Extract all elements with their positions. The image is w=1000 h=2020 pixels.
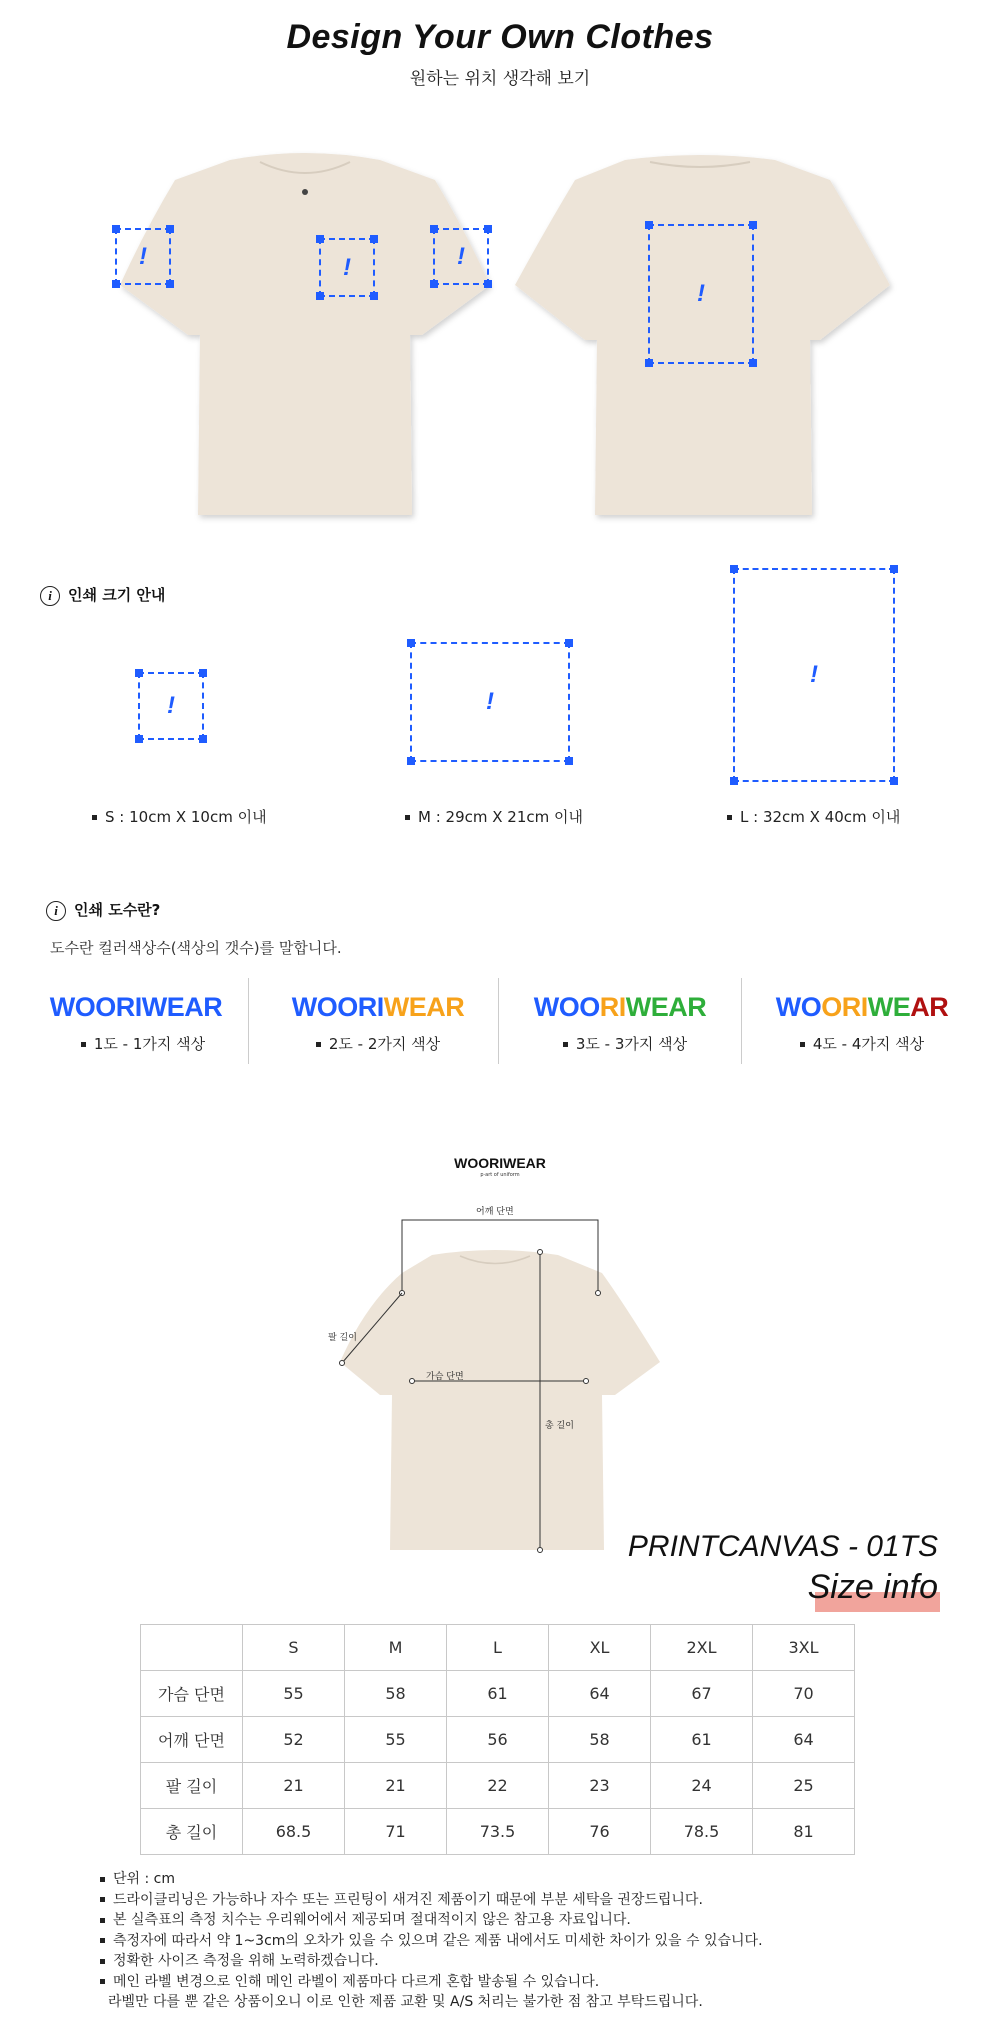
size-table bbox=[140, 1624, 855, 1855]
print-marker-icon: ! bbox=[697, 280, 705, 307]
print-color-4-label: 4도 - 4가지 색상 bbox=[797, 1033, 927, 1054]
print-marker-icon: ! bbox=[486, 688, 494, 715]
table-cell: 64 bbox=[753, 1717, 855, 1763]
product-name: PRINTCANVAS - 01TS bbox=[627, 1530, 938, 1563]
logo-4-color bbox=[762, 992, 962, 1023]
logo-2-color bbox=[278, 992, 478, 1023]
note-item bbox=[100, 1869, 980, 1890]
print-color-1-label: 1도 - 1가지 색상 bbox=[78, 1033, 208, 1054]
logo-segment: ORI bbox=[821, 992, 868, 1022]
table-header-cell: L bbox=[447, 1625, 549, 1671]
table-cell: 61 bbox=[447, 1671, 549, 1717]
logo-segment: WOORI bbox=[291, 992, 384, 1022]
label-sleeve: 팔 길이 bbox=[328, 1333, 357, 1343]
note-item bbox=[100, 1890, 980, 1911]
table-header-cell bbox=[141, 1625, 243, 1671]
size-info-title: Size info bbox=[807, 1568, 938, 1606]
logo-segment: WOORIWEAR bbox=[49, 992, 223, 1022]
bullet-icon bbox=[100, 1897, 105, 1902]
print-color-3-label: 3도 - 3가지 색상 bbox=[560, 1033, 690, 1054]
table-cell: 58 bbox=[549, 1717, 651, 1763]
table-cell: 21 bbox=[243, 1763, 345, 1809]
table-cell: 52 bbox=[243, 1717, 345, 1763]
note-item bbox=[100, 1931, 980, 1952]
table-cell: 25 bbox=[753, 1763, 855, 1809]
note-item bbox=[100, 1972, 980, 1993]
divider bbox=[248, 978, 249, 1064]
table-row-label: 가슴 단면 bbox=[141, 1671, 243, 1717]
print-area-right-sleeve[interactable] bbox=[433, 228, 489, 285]
note-text: 본 실측표의 측정 치수는 우리웨어에서 제공되며 절대적이지 않은 참고용 자료입니다. bbox=[113, 1912, 631, 1928]
logo-3-color bbox=[520, 992, 720, 1023]
print-marker-icon: ! bbox=[139, 242, 147, 270]
table-row-label: 어깨 단면 bbox=[141, 1717, 243, 1763]
table-header-cell: XL bbox=[549, 1625, 651, 1671]
page-title: Design Your Own Clothes bbox=[286, 18, 714, 56]
print-area-back[interactable] bbox=[648, 224, 754, 364]
table-cell: 68.5 bbox=[243, 1809, 345, 1855]
table-cell: 56 bbox=[447, 1717, 549, 1763]
table-row-label: 총 길이 bbox=[141, 1809, 243, 1855]
table-header-row bbox=[141, 1625, 855, 1671]
print-area-left-sleeve[interactable] bbox=[115, 228, 171, 285]
logo-segment: WE bbox=[867, 992, 911, 1022]
bullet-icon bbox=[100, 1918, 105, 1923]
note-item bbox=[100, 1951, 980, 1972]
note-continuation: 라벨만 다를 뿐 같은 상품이오니 이로 인한 제품 교환 및 A/S 처리는 불가한 점 참고 부탁드립니다. bbox=[108, 1994, 703, 2010]
table-cell: 61 bbox=[651, 1717, 753, 1763]
print-marker-icon: ! bbox=[810, 661, 818, 688]
print-color-2-label: 2도 - 2가지 색상 bbox=[313, 1033, 443, 1054]
print-size-heading: i 인쇄 크기 안내 bbox=[40, 584, 165, 606]
bullet-icon bbox=[100, 1938, 105, 1943]
bullet-icon bbox=[100, 1979, 105, 1984]
note-text: 정확한 사이즈 측정을 위해 노력하겠습니다. bbox=[113, 1953, 379, 1969]
print-size-m-sample bbox=[410, 642, 570, 762]
table-cell: 24 bbox=[651, 1763, 753, 1809]
logo-segment: WO bbox=[775, 992, 822, 1022]
table-cell: 55 bbox=[243, 1671, 345, 1717]
logo-segment: RI bbox=[599, 992, 626, 1022]
notes-list bbox=[100, 1869, 980, 2013]
note-text: 단위 : cm bbox=[113, 1871, 176, 1887]
print-size-s-label: S : 10cm X 10cm 이내 bbox=[92, 806, 267, 827]
info-icon: i bbox=[46, 901, 66, 921]
table-cell: 78.5 bbox=[651, 1809, 753, 1855]
divider bbox=[498, 978, 499, 1064]
print-size-l-sample bbox=[733, 568, 895, 782]
print-colors-heading: i 인쇄 도수란? bbox=[46, 899, 160, 921]
table-header-cell: 3XL bbox=[753, 1625, 855, 1671]
table-row bbox=[141, 1671, 855, 1717]
note-item bbox=[100, 1910, 980, 1931]
label-chest: 가슴 단면 bbox=[426, 1372, 464, 1382]
print-marker-icon: ! bbox=[167, 692, 175, 719]
measurement-diagram bbox=[330, 1205, 670, 1565]
table-row bbox=[141, 1809, 855, 1855]
page-subtitle: 원하는 위치 생각해 보기 bbox=[409, 69, 591, 89]
label-length: 총 길이 bbox=[545, 1421, 574, 1431]
print-size-l-label: L : 32cm X 40cm 이내 bbox=[727, 806, 900, 827]
table-header-cell: M bbox=[345, 1625, 447, 1671]
brand-tagline: p·art of uniform bbox=[480, 1172, 520, 1178]
table-cell: 71 bbox=[345, 1809, 447, 1855]
table-cell: 67 bbox=[651, 1671, 753, 1717]
table-cell: 23 bbox=[549, 1763, 651, 1809]
print-size-m-label: M : 29cm X 21cm 이내 bbox=[405, 806, 583, 827]
logo-segment: WEAR bbox=[625, 992, 707, 1022]
table-cell: 21 bbox=[345, 1763, 447, 1809]
tshirt-front-image bbox=[110, 150, 500, 530]
table-cell: 73.5 bbox=[447, 1809, 549, 1855]
table-cell: 81 bbox=[753, 1809, 855, 1855]
logo-segment: WEAR bbox=[383, 992, 465, 1022]
table-cell: 76 bbox=[549, 1809, 651, 1855]
table-cell: 58 bbox=[345, 1671, 447, 1717]
table-row bbox=[141, 1717, 855, 1763]
table-header-cell: S bbox=[243, 1625, 345, 1671]
divider bbox=[741, 978, 742, 1064]
print-size-s-sample bbox=[138, 672, 204, 740]
logo-segment: AR bbox=[910, 992, 949, 1022]
print-marker-icon: ! bbox=[343, 253, 351, 281]
table-header-cell: 2XL bbox=[651, 1625, 753, 1671]
bullet-icon bbox=[100, 1877, 105, 1882]
print-colors-description: 도수란 컬러색상수(색상의 갯수)를 말합니다. bbox=[50, 939, 342, 957]
info-icon: i bbox=[40, 586, 60, 606]
brand-logo: WOORIWEAR bbox=[454, 1155, 546, 1171]
logo-segment: WOO bbox=[533, 992, 600, 1022]
bullet-icon bbox=[100, 1959, 105, 1964]
logo-1-color bbox=[36, 992, 236, 1023]
label-shoulder: 어깨 단면 bbox=[476, 1207, 514, 1217]
table-cell: 55 bbox=[345, 1717, 447, 1763]
table-cell: 64 bbox=[549, 1671, 651, 1717]
table-cell: 22 bbox=[447, 1763, 549, 1809]
table-cell: 70 bbox=[753, 1671, 855, 1717]
print-marker-icon: ! bbox=[457, 242, 465, 270]
print-area-chest[interactable] bbox=[319, 238, 375, 297]
note-text: 드라이클리닝은 가능하나 자수 또는 프린팅이 새겨진 제품이기 때문에 부분 세탁을 권장드립니다. bbox=[113, 1891, 703, 1908]
table-row-label: 팔 길이 bbox=[141, 1763, 243, 1809]
note-text: 메인 라벨 변경으로 인해 메인 라벨이 제품마다 다르게 혼합 발송될 수 있습니다. bbox=[113, 1973, 600, 1990]
table-row bbox=[141, 1763, 855, 1809]
note-text: 측정자에 따라서 약 1~3cm의 오차가 있을 수 있으며 같은 제품 내에서도 미세한 차이가 있을 수 있습니다. bbox=[113, 1932, 763, 1949]
